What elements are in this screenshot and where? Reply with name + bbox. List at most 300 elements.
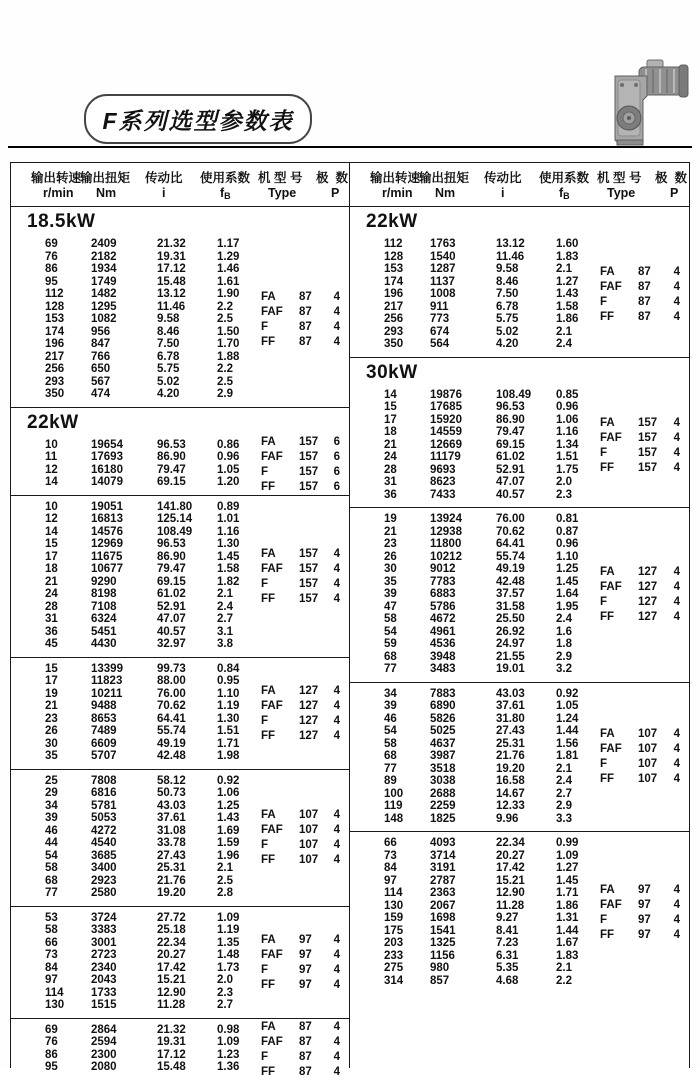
torque-value: 10212 <box>430 550 462 563</box>
torque-value: 4961 <box>430 625 456 638</box>
rpm-value: 39 <box>45 812 58 825</box>
pole-value: 4 <box>673 461 680 474</box>
rpm-value: 84 <box>384 862 397 875</box>
type-size: 127 <box>638 566 658 579</box>
ratio-value: 47.07 <box>157 613 186 626</box>
table-header <box>10 162 690 207</box>
fb-value: 0.96 <box>556 538 579 551</box>
pole-value: 4 <box>333 592 340 605</box>
type-size: 87 <box>638 296 651 309</box>
type-prefix: F <box>600 296 608 309</box>
fb-value: 1.6 <box>556 625 572 638</box>
torque-value: 5451 <box>91 625 117 638</box>
data-row <box>11 875 349 888</box>
pole-value: 4 <box>333 714 340 727</box>
pole-value: 4 <box>673 311 680 324</box>
pole-value: 4 <box>673 431 680 444</box>
rpm-value: 97 <box>384 874 397 887</box>
rpm-value: 14 <box>384 388 397 401</box>
rpm-value: 59 <box>384 638 397 651</box>
rpm-value: 15 <box>45 662 58 675</box>
ratio-value: 6.31 <box>496 949 519 962</box>
type-row <box>600 565 680 580</box>
type-row <box>261 713 340 728</box>
type-prefix: FF <box>261 592 276 605</box>
ratio-value: 26.92 <box>496 625 525 638</box>
type-prefix: F <box>261 714 269 727</box>
fb-value: 1.23 <box>217 1048 240 1061</box>
torque-value: 1541 <box>430 924 456 937</box>
fb-value: 1.44 <box>556 725 579 738</box>
data-row <box>11 238 349 251</box>
fb-value: 0.96 <box>556 401 579 414</box>
data-row <box>11 263 349 276</box>
ratio-value: 21.76 <box>157 874 186 887</box>
type-size: 87 <box>299 1035 312 1048</box>
torque-value: 956 <box>91 325 111 338</box>
pole-value: 4 <box>673 899 680 911</box>
rpm-value: 175 <box>384 924 404 937</box>
torque-value: 9693 <box>430 463 456 476</box>
ratio-value: 49.19 <box>157 737 186 750</box>
header-type-en: Type <box>268 186 297 200</box>
rpm-value: 114 <box>384 887 403 900</box>
ratio-value: 4.68 <box>496 974 519 987</box>
rpm-value: 28 <box>45 600 58 613</box>
header-service-factor-en: $f_B$ <box>559 186 570 201</box>
torque-value: 474 <box>91 388 111 401</box>
type-prefix: F <box>600 758 608 771</box>
fb-value: 1.88 <box>217 350 240 363</box>
data-row <box>350 651 689 664</box>
pole-value: 4 <box>333 562 340 575</box>
ratio-value: 43.03 <box>157 799 186 812</box>
type-row <box>600 310 680 325</box>
type-list <box>261 546 340 606</box>
data-row <box>350 626 689 639</box>
type-row <box>261 932 340 947</box>
fb-value: 1.44 <box>556 924 579 937</box>
fb-value: 1.59 <box>217 837 240 850</box>
fb-value: 1.45 <box>556 874 579 887</box>
fb-value: 2.4 <box>556 613 572 626</box>
ratio-value: 70.62 <box>157 700 186 713</box>
ratio-value: 52.91 <box>496 463 525 476</box>
ratio-value: 99.73 <box>157 662 186 675</box>
fb-value: 1.27 <box>556 275 579 288</box>
rpm-value: 47 <box>384 600 397 613</box>
rpm-value: 24 <box>45 588 58 601</box>
torque-value: 2864 <box>91 1023 117 1036</box>
type-prefix: FAF <box>261 1035 283 1048</box>
fb-value: 0.87 <box>556 525 579 538</box>
type-prefix: FA <box>600 728 615 741</box>
torque-value: 9290 <box>91 575 117 588</box>
ratio-value: 5.75 <box>496 313 519 326</box>
data-row <box>350 950 689 963</box>
type-size: 107 <box>299 839 319 851</box>
torque-value: 1749 <box>91 275 117 288</box>
fb-value: 2.5 <box>217 313 233 326</box>
torque-value: 2182 <box>91 250 117 263</box>
fb-value: 1.48 <box>217 949 240 962</box>
type-size: 87 <box>638 281 651 294</box>
type-size: 107 <box>638 743 658 756</box>
type-size: 127 <box>638 611 658 624</box>
torque-value: 11179 <box>430 451 461 464</box>
fb-value: 1.86 <box>556 313 579 326</box>
ratio-value: 47.07 <box>496 476 525 489</box>
data-row <box>11 513 349 526</box>
torque-value: 773 <box>430 313 450 326</box>
torque-value: 9488 <box>91 700 117 713</box>
torque-value: 1540 <box>430 250 456 263</box>
type-prefix: FAF <box>261 562 283 575</box>
fb-value: 2.9 <box>556 800 572 813</box>
rpm-value: 24 <box>384 451 397 464</box>
type-size: 157 <box>299 592 319 605</box>
type-prefix: FAF <box>261 699 283 712</box>
torque-value: 4540 <box>91 837 117 850</box>
spec-block <box>11 770 349 907</box>
rpm-value: 31 <box>384 476 397 489</box>
type-prefix: FA <box>261 291 276 304</box>
ratio-value: 42.48 <box>496 575 525 588</box>
torque-value: 6609 <box>91 737 117 750</box>
fb-value: 1.82 <box>217 575 240 588</box>
pole-value: 4 <box>333 854 340 866</box>
ratio-value: 108.49 <box>157 525 193 538</box>
rpm-value: 18 <box>45 563 58 576</box>
fb-value: 1.20 <box>217 476 240 489</box>
data-row <box>11 613 349 626</box>
type-size: 157 <box>299 547 319 560</box>
torque-value: 2259 <box>430 800 456 813</box>
ratio-value: 4.20 <box>496 338 519 351</box>
torque-value: 847 <box>91 338 111 351</box>
data-row <box>350 663 689 676</box>
fb-value: 1.58 <box>217 563 240 576</box>
rpm-value: 19 <box>384 513 397 526</box>
data-row <box>350 551 689 564</box>
fb-value: 1.50 <box>217 325 240 338</box>
rpm-value: 23 <box>384 538 397 551</box>
data-row <box>350 401 689 414</box>
header-type-zh: 机 型 号 <box>597 171 642 185</box>
data-row <box>11 750 349 763</box>
pole-value: 4 <box>673 581 680 594</box>
torque-value: 1934 <box>91 263 117 276</box>
torque-value: 3518 <box>430 762 456 775</box>
type-prefix: FA <box>261 547 276 560</box>
pole-value: 4 <box>333 1065 340 1078</box>
rpm-value: 275 <box>384 962 404 975</box>
pole-value: 4 <box>333 306 340 319</box>
torque-value: 5053 <box>91 812 117 825</box>
fb-value: 1.58 <box>556 300 579 313</box>
type-size: 87 <box>299 336 312 349</box>
torque-value: 1698 <box>430 912 456 925</box>
spec-table-left-column <box>10 207 349 1078</box>
ratio-value: 43.03 <box>496 687 525 700</box>
type-row <box>600 595 680 610</box>
rpm-value: 77 <box>384 663 397 676</box>
pole-value: 4 <box>673 296 680 309</box>
fb-value: 2.5 <box>217 874 233 887</box>
rpm-value: 46 <box>384 712 397 725</box>
fb-value: 1.10 <box>556 550 579 563</box>
rpm-value: 77 <box>384 762 397 775</box>
type-size: 127 <box>299 714 319 727</box>
torque-value: 1008 <box>430 288 456 301</box>
type-prefix: FAF <box>600 431 622 444</box>
torque-value: 1733 <box>91 986 117 999</box>
type-size: 127 <box>638 596 658 609</box>
rpm-value: 73 <box>384 849 397 862</box>
torque-value: 1515 <box>91 999 117 1012</box>
power-section-label: 18.5kW <box>27 211 96 232</box>
type-prefix: FF <box>261 729 276 742</box>
rpm-value: 73 <box>45 949 58 962</box>
fb-value: 1.25 <box>556 563 579 576</box>
spec-block <box>11 658 349 770</box>
data-row <box>350 862 689 875</box>
ratio-value: 61.02 <box>157 588 186 601</box>
rpm-value: 196 <box>45 338 65 351</box>
ratio-value: 12.90 <box>157 986 186 999</box>
torque-value: 3685 <box>91 849 117 862</box>
ratio-value: 37.57 <box>496 588 525 601</box>
type-size: 157 <box>638 431 658 444</box>
fb-value: 1.19 <box>217 700 240 713</box>
fb-value: 1.45 <box>556 575 579 588</box>
rpm-value: 100 <box>384 787 404 800</box>
torque-value: 7108 <box>91 600 117 613</box>
spec-block <box>11 1019 349 1080</box>
ratio-value: 32.97 <box>157 638 186 651</box>
rpm-value: 10 <box>45 500 58 513</box>
fb-value: 0.89 <box>217 500 240 513</box>
data-row <box>11 388 349 401</box>
type-size: 107 <box>299 824 319 836</box>
spec-block <box>11 434 349 496</box>
type-list <box>600 265 680 325</box>
rpm-value: 14 <box>45 476 58 489</box>
data-row <box>11 526 349 539</box>
type-row <box>600 928 680 943</box>
torque-value: 564 <box>430 338 450 351</box>
fb-value: 0.85 <box>556 388 579 401</box>
torque-value: 3948 <box>430 650 456 663</box>
pole-value: 4 <box>333 839 340 851</box>
data-row <box>350 962 689 975</box>
type-prefix: F <box>261 839 269 851</box>
type-row <box>600 460 680 475</box>
type-prefix: FAF <box>261 450 283 463</box>
header-ratio-zh: 传动比 <box>145 171 183 185</box>
fb-value: 3.8 <box>217 638 233 651</box>
data-row <box>350 489 689 502</box>
data-row <box>11 787 349 800</box>
ratio-value: 79.47 <box>157 463 186 476</box>
rpm-value: 293 <box>384 325 404 338</box>
pole-value: 4 <box>333 809 340 821</box>
rpm-value: 86 <box>45 263 58 276</box>
ratio-value: 58.12 <box>157 774 186 787</box>
header-output-torque-zh: 输出扭矩 <box>80 171 131 185</box>
type-prefix: F <box>261 577 269 590</box>
torque-value: 1137 <box>430 275 455 288</box>
type-row <box>261 1034 340 1049</box>
torque-value: 3383 <box>91 924 117 937</box>
torque-value: 1287 <box>430 263 456 276</box>
ratio-value: 17.12 <box>157 263 186 276</box>
ratio-value: 70.62 <box>496 525 525 538</box>
rpm-value: 256 <box>384 313 404 326</box>
torque-value: 7489 <box>91 725 117 738</box>
type-prefix: FAF <box>600 581 622 594</box>
ratio-value: 96.53 <box>496 401 525 414</box>
rpm-value: 148 <box>384 812 404 825</box>
ratio-value: 79.47 <box>157 563 186 576</box>
pole-value: 4 <box>333 963 340 976</box>
data-row <box>11 626 349 639</box>
fb-value: 1.96 <box>217 849 240 862</box>
type-size: 157 <box>638 416 658 429</box>
torque-value: 1325 <box>430 937 456 950</box>
fb-value: 1.81 <box>556 750 579 763</box>
ratio-value: 15.21 <box>157 974 186 987</box>
type-row <box>261 853 340 868</box>
ratio-value: 21.32 <box>157 238 186 251</box>
type-list <box>600 727 680 787</box>
torque-value: 5707 <box>91 750 117 763</box>
type-size: 157 <box>638 446 658 459</box>
page-title-frame <box>84 94 312 144</box>
rpm-value: 66 <box>384 837 397 850</box>
data-row <box>350 526 689 539</box>
power-section-label: 30kW <box>366 361 418 383</box>
rpm-value: 17 <box>384 413 397 426</box>
type-prefix: FF <box>261 336 276 349</box>
data-row <box>350 326 689 339</box>
ratio-value: 5.02 <box>496 325 519 338</box>
fb-value: 1.64 <box>556 588 579 601</box>
pole-value: 4 <box>333 291 340 304</box>
pole-value: 4 <box>333 577 340 590</box>
type-list <box>600 883 680 943</box>
ratio-value: 7.50 <box>496 288 519 301</box>
torque-value: 5025 <box>430 725 456 738</box>
rpm-value: 97 <box>45 974 58 987</box>
torque-value: 6324 <box>91 613 117 626</box>
rpm-value: 233 <box>384 949 404 962</box>
fb-value: 1.06 <box>217 787 240 800</box>
type-row <box>261 576 340 591</box>
type-size: 157 <box>299 435 319 448</box>
torque-value: 4536 <box>430 638 456 651</box>
type-prefix: FAF <box>600 899 622 911</box>
torque-value: 17685 <box>430 401 462 414</box>
fb-value: 1.83 <box>556 949 579 962</box>
data-row <box>350 251 689 264</box>
ratio-value: 16.58 <box>496 775 525 788</box>
fb-value: 1.31 <box>556 912 579 925</box>
type-prefix: FA <box>600 884 615 896</box>
fb-value: 2.5 <box>217 375 233 388</box>
torque-value: 911 <box>430 300 449 313</box>
fb-value: 2.1 <box>556 263 572 276</box>
rpm-value: 159 <box>384 912 404 925</box>
type-row <box>600 445 680 460</box>
type-prefix: FAF <box>600 281 622 294</box>
data-row <box>350 850 689 863</box>
type-row <box>261 320 340 335</box>
torque-value: 7433 <box>430 488 456 501</box>
fb-value: 0.96 <box>217 451 240 464</box>
ratio-value: 86.90 <box>496 413 525 426</box>
ratio-value: 31.08 <box>157 824 186 837</box>
fb-value: 1.75 <box>556 463 579 476</box>
header-output-speed-zh: 输出转速 <box>370 171 421 185</box>
fb-value: 1.09 <box>556 849 579 862</box>
pole-value: 4 <box>673 758 680 771</box>
fb-value: 1.30 <box>217 712 240 725</box>
rpm-value: 119 <box>384 800 403 813</box>
fb-value: 1.95 <box>556 600 579 613</box>
pole-value: 4 <box>673 773 680 786</box>
torque-value: 9012 <box>430 563 456 576</box>
rpm-value: 95 <box>45 1061 58 1074</box>
type-row <box>600 265 680 280</box>
ratio-value: 96.53 <box>157 538 186 551</box>
rpm-value: 68 <box>384 750 397 763</box>
type-prefix: FF <box>261 1065 276 1078</box>
torque-value: 14576 <box>91 525 123 538</box>
rpm-value: 15 <box>384 401 397 414</box>
torque-value: 3987 <box>430 750 456 763</box>
spec-block <box>350 683 689 833</box>
rpm-value: 86 <box>45 1048 58 1061</box>
fb-value: 1.17 <box>217 238 240 251</box>
type-row <box>261 962 340 977</box>
type-prefix: FA <box>600 566 615 579</box>
fb-value: 1.51 <box>556 451 579 464</box>
ratio-value: 37.61 <box>157 812 186 825</box>
torque-value: 10677 <box>91 563 123 576</box>
torque-value: 2688 <box>430 787 456 800</box>
fb-value: 2.9 <box>217 388 233 401</box>
torque-value: 3483 <box>430 663 456 676</box>
data-row <box>350 688 689 701</box>
ratio-value: 9.58 <box>496 263 519 276</box>
rpm-value: 314 <box>384 974 404 987</box>
ratio-value: 20.27 <box>157 949 186 962</box>
type-size: 97 <box>299 978 312 991</box>
ratio-value: 20.27 <box>496 849 525 862</box>
pole-value: 6 <box>333 435 340 448</box>
ratio-value: 50.73 <box>157 787 186 800</box>
torque-value: 2340 <box>91 961 117 974</box>
header-output-torque-en: Nm <box>435 186 456 200</box>
type-size: 97 <box>299 963 312 976</box>
ratio-value: 88.00 <box>157 675 186 688</box>
data-row <box>350 338 689 351</box>
ratio-value: 11.46 <box>157 300 186 313</box>
rpm-value: 18 <box>384 426 397 439</box>
spec-block <box>11 496 349 658</box>
type-prefix: FAF <box>261 306 283 319</box>
